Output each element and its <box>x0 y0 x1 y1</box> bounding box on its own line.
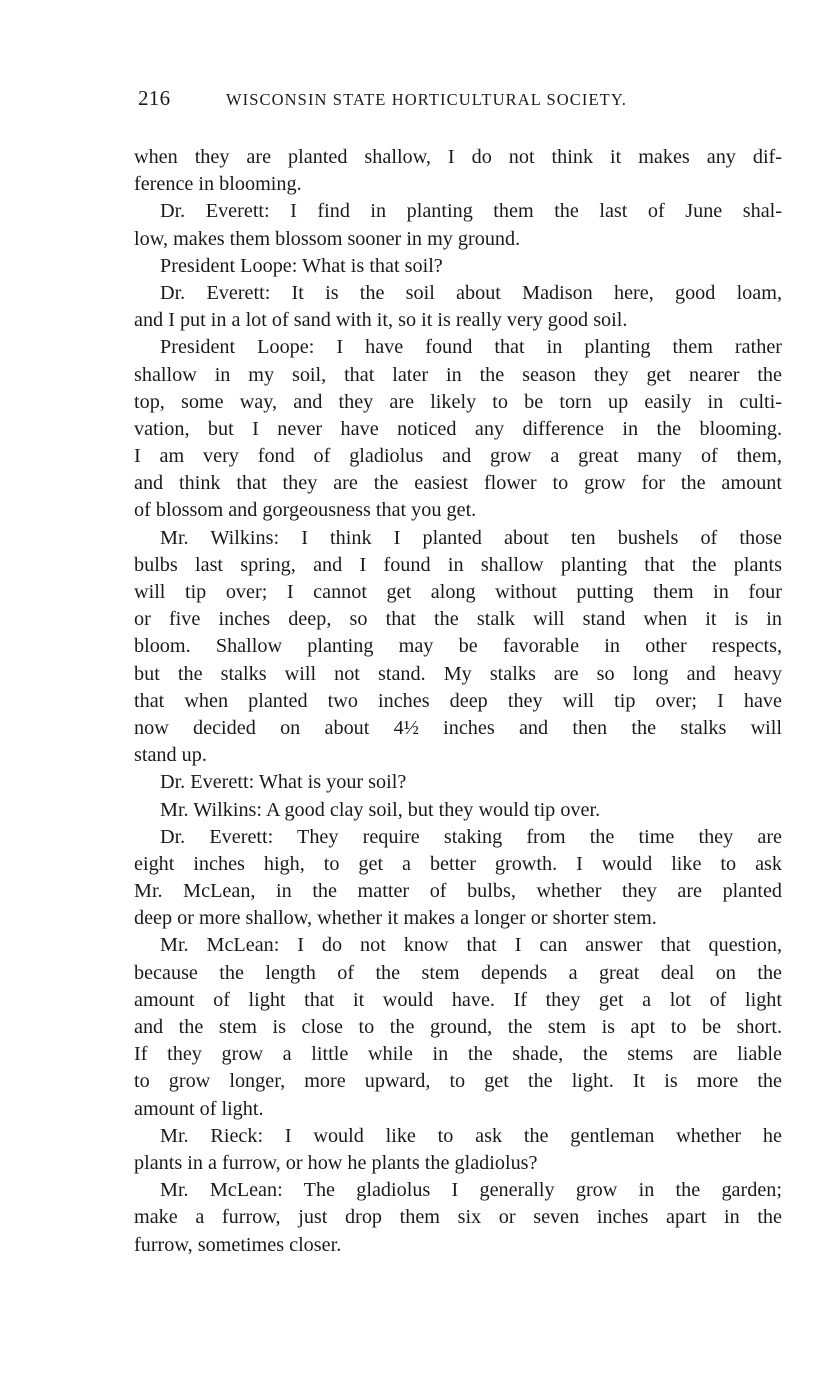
text-line: and the stem is close to the ground, the stem is apt to be short. <box>134 1016 782 1038</box>
text-line: President Loope: I have found that in planting them rather <box>160 336 782 359</box>
text-line: amount of light that it would have. If they get a lot of light <box>134 988 782 1011</box>
text-line: when they are planted shallow, I do not think it makes any dif- <box>134 146 782 168</box>
text-line: Dr. Everett: What is your soil? <box>160 771 407 794</box>
text-line: and think that they are the easiest flower to grow for the amount <box>134 472 782 495</box>
text-line: top, some way, and they are likely to be torn up easily in culti- <box>134 390 782 413</box>
text-line: now decided on about 4½ inches and then the stalks will <box>134 716 782 739</box>
text-line: but the stalks will not stand. My stalks are so long and heavy <box>134 662 782 685</box>
text-line: Mr. McLean, in the matter of bulbs, whether they are planted <box>134 880 782 903</box>
text-line: deep or more shallow, whether it makes a longer or shorter stem. <box>134 907 657 930</box>
running-title: WISCONSIN STATE HORTICULTURAL SOCIETY. <box>226 90 627 109</box>
text-line: plants in a furrow, or how he plants the gladiolus? <box>134 1151 538 1174</box>
text-line: to grow longer, more upward, to get the light. It is more the <box>134 1070 782 1093</box>
text-line: amount of light. <box>134 1097 264 1120</box>
text-line: and I put in a lot of sand with it, so it is really very good soil. <box>134 309 628 332</box>
text-line: furrow, sometimes closer. <box>134 1233 342 1256</box>
text-line: I am very fond of gladiolus and grow a great many of them, <box>134 445 782 468</box>
text-line: Mr. Wilkins: I think I planted about ten bushels of those <box>160 526 782 549</box>
text-line: President Loope: What is that soil? <box>160 254 443 277</box>
text-line: low, makes them blossom sooner in my ground. <box>134 227 521 250</box>
text-line: of blossom and gorgeousness that you get. <box>134 499 477 522</box>
text-line: bloom. Shallow planting may be favorable in other respects, <box>134 635 782 658</box>
text-line: Mr. Wilkins: A good clay soil, but they would tip over. <box>160 798 601 821</box>
text-line: If they grow a little while in the shade, the stems are liable <box>134 1043 782 1066</box>
page-number: 216 <box>138 86 171 110</box>
text-line: bulbs last spring, and I found in shallow planting that the plants <box>134 553 782 576</box>
body-text <box>134 144 782 1259</box>
text-line: make a furrow, just drop them six or seven inches apart in the <box>134 1206 782 1229</box>
text-line: ference in blooming. <box>134 173 302 196</box>
text-line: Dr. Everett: It is the soil about Madison here, good loam, <box>160 281 782 304</box>
text-line: Mr. Rieck: I would like to ask the gentleman whether he <box>160 1124 782 1147</box>
text-line: vation, but I never have noticed any difference in the blooming. <box>134 417 782 440</box>
text-line: stand up. <box>134 744 207 767</box>
text-line: shallow in my soil, that later in the season they get nearer the <box>134 363 782 386</box>
text-line: eight inches high, to get a better growth. I would like to ask <box>134 852 782 875</box>
text-line: or five inches deep, so that the stalk will stand when it is in <box>134 608 782 631</box>
text-line: that when planted two inches deep they will tip over; I have <box>134 689 782 712</box>
text-line: Mr. McLean: The gladiolus I generally grow in the garden; <box>160 1179 782 1202</box>
page-header <box>138 86 778 116</box>
text-line: Dr. Everett: They require staking from the time they are <box>160 825 782 848</box>
text-line: Dr. Everett: I find in planting them the last of June shal- <box>160 200 782 223</box>
text-line: will tip over; I cannot get along without putting them in four <box>134 581 782 603</box>
text-line: because the length of the stem depends a great deal on the <box>134 961 782 984</box>
text-line: Mr. McLean: I do not know that I can answer that question, <box>160 934 782 957</box>
